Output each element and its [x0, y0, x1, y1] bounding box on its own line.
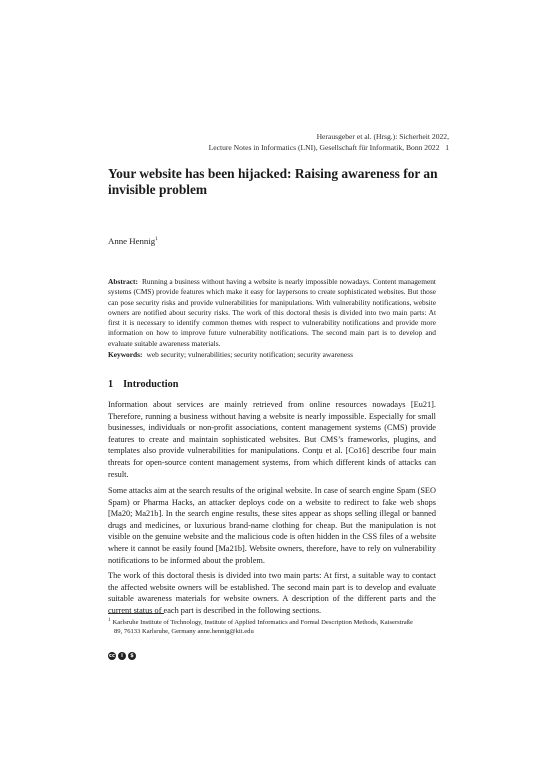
- page-number: 1: [445, 143, 449, 152]
- keywords-text: web security; vulnerabilities; security notification; security awareness: [146, 350, 353, 359]
- author: [108, 236, 158, 246]
- paper-title: Your website has been hijacked: Raising awareness for an invisible problem: [108, 166, 438, 197]
- header-line-1: Herausgeber et al. (Hrsg.): Sicherheit 2022,: [316, 132, 449, 141]
- nc-icon: $: [128, 652, 136, 660]
- by-icon: i: [118, 652, 126, 660]
- paragraph: The work of this doctoral thesis is divided into two main parts: At first, a suitable way to contact the affected website owners will be established. The second main part is to develop and evaluate suitable awareness materials for website owners. A description of the different parts and the current status of each part is described in the following sections.: [108, 571, 436, 615]
- footnote-divider: [108, 613, 164, 614]
- section-heading: [108, 379, 178, 390]
- footnote: [108, 616, 436, 636]
- section-number: 1: [108, 379, 114, 390]
- footnote-address: 89, 76133 Karlsruhe, Germany anne.hennig@kit.edu: [114, 628, 254, 635]
- author-footnote-mark: 1: [155, 236, 158, 242]
- paragraph: Information about services are mainly retrieved from online resources nowadays [Eu21]. Therefore, running a business without having a website is nearly impossible. Especially for small businesses, individuals or non-profit associations, content management systems (CMS) provide features to create and maintain sophisticated websites. But CMS’s frameworks, plugins, and templates also provide vulnerabilities for manipulations. Conţu et al. [Co16] describe four main threats for open-source content management systems, from which different kinds of attacks can result.: [108, 400, 436, 479]
- section-title: Introduction: [123, 379, 179, 390]
- header-venue: Lecture Notes in Informatics (LNI), Gesellschaft für Informatik, Bonn 2022: [208, 143, 440, 152]
- cc-icon: cc: [109, 653, 115, 659]
- footnote-affiliation: Karlsruhe Institute of Technology, Institute of Applied Informatics and Formal Description Methods, Kaiserstraße: [112, 619, 413, 626]
- license-badge: [108, 652, 136, 660]
- footnote-mark: 1: [108, 618, 111, 623]
- abstract-text: Running a business without having a website is nearly impossible nowadays. Content management systems (CMS) provide features which make it easy for laypersons to create sophisticated websites. But those can pose security risks and provide vulnerabilities for manipulations. With vulnerability notifications, website owners are notified about security risks. The work of this doctoral thesis is divided into two main parts: At first it is necessary to identify common themes with respect to vulnerability notifications and provide more information on how to improve future vulnerability notifications. The second main part is to develop and evaluate suitable awareness materials.: [108, 277, 436, 348]
- keywords-label: Keywords:: [108, 350, 143, 359]
- running-header: [49, 131, 449, 153]
- header-line-2: [49, 142, 449, 153]
- author-name: Anne Hennig: [108, 236, 156, 246]
- keywords: [108, 350, 436, 360]
- abstract-label: Abstract:: [108, 277, 138, 286]
- paragraph: Some attacks aim at the search results of the original website. In case of search engine Spam (SEO Spam) or Pharma Hacks, an attacker deploys code on a website to redirect to fake web shops [Ma20; Ma21b]. In the search engine results, these sites appear as shops selling illegal or banned drugs and medicines, or luxurious brand-name clothing for cheap. But the manipulation is not visible on the genuine website and the malicious code is often hidden in the CSS files of a website where it cannot be easily found [Ma21b]. Website owners, therefore, have to rely on vulnerability notifications to be informed about the problem.: [108, 486, 436, 565]
- abstract: [108, 277, 436, 349]
